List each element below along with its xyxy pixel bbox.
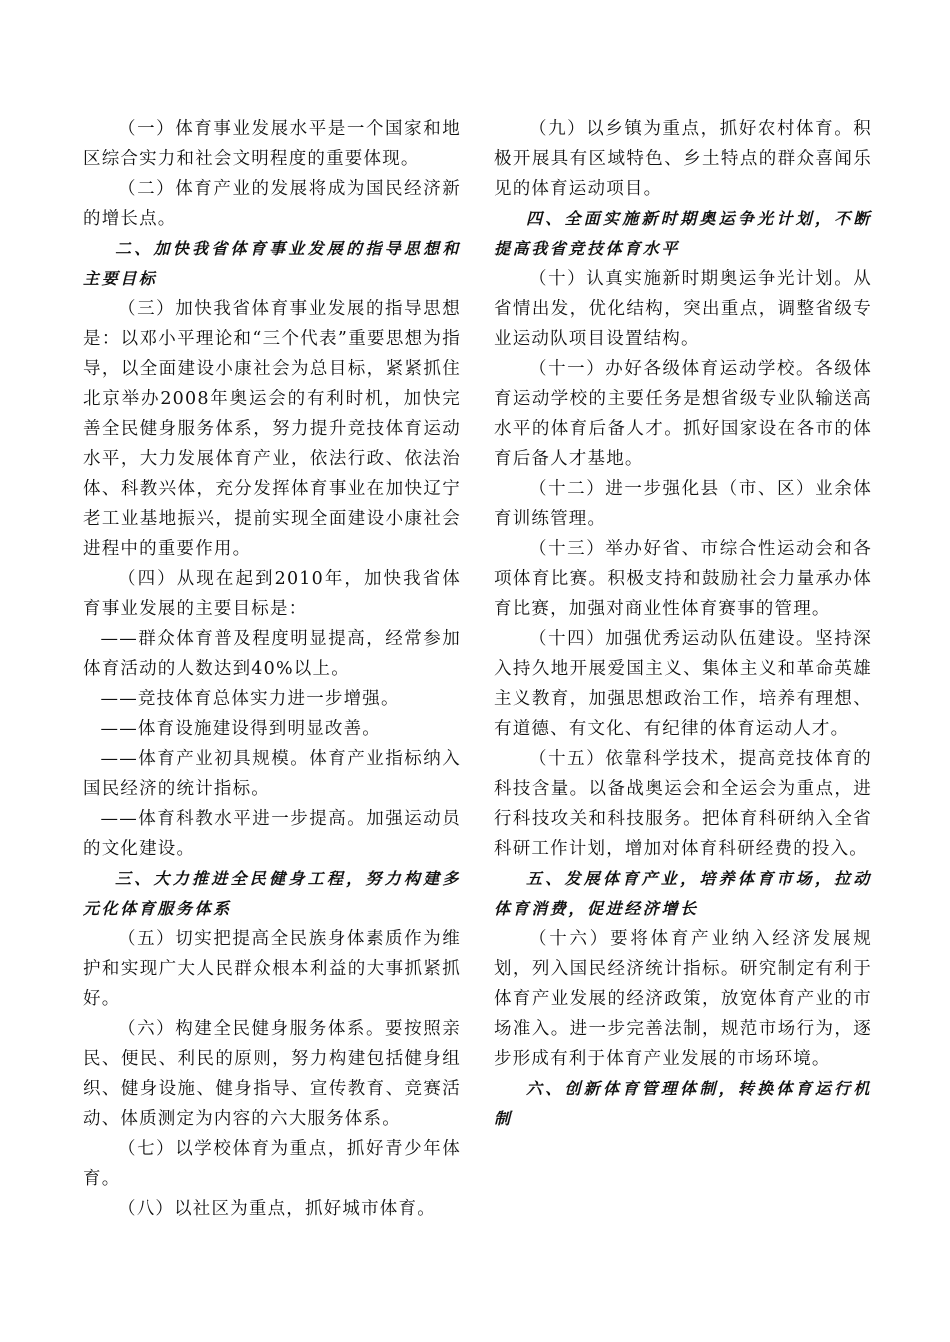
paragraph-4: （四）从现在起到2010年，加快我省体育事业发展的主要目标是： xyxy=(83,569,461,619)
paragraph-3: （三）加快我省体育事业发展的指导思想是：以邓小平理论和“三个代表”重要思想为指导，以全面建设小康社会为总目标，紧紧抓住北京举办2008年奥运会的有利时机，加快完善全民健身服务体系，努力提升竞技体育运动水平，大力发展体育产业，依法行政、依法治体、科教兴体，充分发挥体育事业在加快辽宁老工业基地振兴，提前实现全面建设小康社会进程中的重要作用。 xyxy=(83,299,461,559)
right-column xyxy=(494,114,872,1134)
goal-item-5: ——体育科教水平进一步提高。加强运动员的文化建设。 xyxy=(83,809,461,859)
goal-item-1: ——群众体育普及程度明显提高，经常参加体育活动的人数达到40%以上。 xyxy=(83,629,461,679)
goal-item-4: ——体育产业初具规模。体育产业指标纳入国民经济的统计指标。 xyxy=(83,749,461,799)
section-heading-3: 三、大力推进全民健身工程，努力构建多元化体育服务体系 xyxy=(83,869,461,918)
paragraph-2: （二）体育产业的发展将成为国民经济新的增长点。 xyxy=(83,179,461,229)
section-heading-6: 六、创新体育管理体制，转换体育运行机制 xyxy=(494,1079,872,1128)
paragraph-9: （九）以乡镇为重点，抓好农村体育。积极开展具有区域特色、乡土特点的群众喜闻乐见的体育运动项目。 xyxy=(494,119,872,199)
section-heading-2: 二、加快我省体育事业发展的指导思想和主要目标 xyxy=(83,239,461,288)
paragraph-7: （七）以学校体育为重点，抓好青少年体育。 xyxy=(83,1139,461,1189)
paragraph-14: （十四）加强优秀运动队伍建设。坚持深入持久地开展爱国主义、集体主义和革命英雄主义教育，加强思想政治工作，培养有理想、有道德、有文化、有纪律的体育运动人才。 xyxy=(494,629,872,739)
goal-item-2: ——竞技体育总体实力进一步增强。 xyxy=(100,689,400,709)
paragraph-12: （十二）进一步强化县（市、区）业余体育训练管理。 xyxy=(494,479,872,529)
paragraph-15: （十五）依靠科学技术，提高竞技体育的科技含量。以备战奥运会和全运会为重点，进行科技攻关和科技服务。把体育科研纳入全省科研工作计划，增加对体育科研经费的投入。 xyxy=(494,749,872,859)
paragraph-16: （十六）要将体育产业纳入经济发展规划，列入国民经济统计指标。研究制定有利于体育产业发展的经济政策，放宽体育产业的市场准入。进一步完善法制，规范市场行为，逐步形成有利于体育产业发展的市场环境。 xyxy=(494,929,872,1069)
section-heading-4: 四、全面实施新时期奥运争光计划，不断提高我省竞技体育水平 xyxy=(494,209,872,258)
paragraph-5: （五）切实把提高全民族身体素质作为维护和实现广大人民群众根本利益的大事抓紧抓好。 xyxy=(83,929,461,1009)
paragraph-6: （六）构建全民健身服务体系。要按照亲民、便民、利民的原则，努力构建包括健身组织、健身设施、健身指导、宣传教育、竞赛活动、体质测定为内容的六大服务体系。 xyxy=(83,1019,461,1129)
paragraph-11: （十一）办好各级体育运动学校。各级体育运动学校的主要任务是想省级专业队输送高水平的体育后备人才。抓好国家设在各市的体育后备人才基地。 xyxy=(494,359,872,469)
left-column xyxy=(83,114,461,1224)
paragraph-1: （一）体育事业发展水平是一个国家和地区综合实力和社会文明程度的重要体现。 xyxy=(83,119,461,169)
paragraph-13: （十三）举办好省、市综合性运动会和各项体育比赛。积极支持和鼓励社会力量承办体育比赛，加强对商业性体育赛事的管理。 xyxy=(494,539,872,619)
goal-item-3: ——体育设施建设得到明显改善。 xyxy=(100,719,381,739)
section-heading-5: 五、发展体育产业，培养体育市场，拉动体育消费，促进经济增长 xyxy=(494,869,872,918)
paragraph-10: （十）认真实施新时期奥运争光计划。从省情出发，优化结构，突出重点，调整省级专业运动队项目设置结构。 xyxy=(494,269,872,349)
paragraph-8: （八）以社区为重点，抓好城市体育。 xyxy=(118,1199,436,1219)
